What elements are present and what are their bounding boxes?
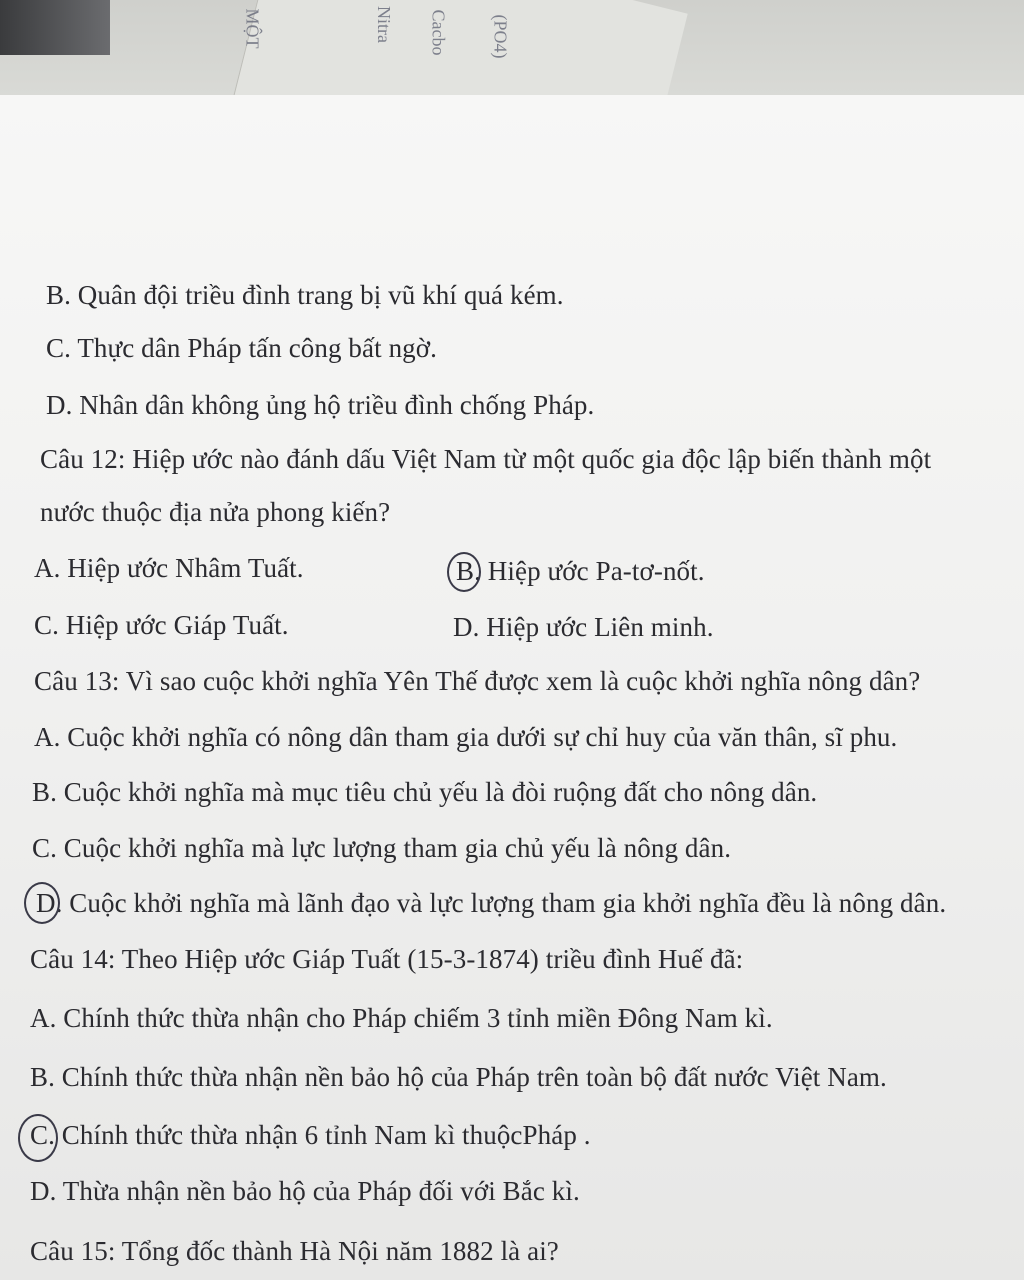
answer-option-12c: C. Hiệp ước Giáp Tuất. <box>34 610 289 640</box>
answer-option-11c: C. Thực dân Pháp tấn công bất ngờ. <box>46 333 437 363</box>
answer-option-14c: C. Chính thức thừa nhận 6 tỉnh Nam kì thuộcPháp . <box>30 1120 591 1150</box>
circled-answer-13d <box>24 882 60 924</box>
answer-option-14d: D. Thừa nhận nền bảo hộ của Pháp đối với Bắc kì. <box>30 1176 580 1206</box>
question-12: Câu 12: Hiệp ước nào đánh dấu Việt Nam từ một quốc gia độc lập biến thành một <box>40 444 932 474</box>
answer-option-12a: A. Hiệp ước Nhâm Tuất. <box>34 553 304 583</box>
question-12-continued: nước thuộc địa nửa phong kiến? <box>40 497 391 527</box>
answer-option-13a: A. Cuộc khởi nghĩa có nông dân tham gia dưới sự chỉ huy của văn thân, sĩ phu. <box>34 722 898 752</box>
question-13: Câu 13: Vì sao cuộc khởi nghĩa Yên Thế được xem là cuộc khởi nghĩa nông dân? <box>34 666 921 696</box>
question-14: Câu 14: Theo Hiệp ước Giáp Tuất (15-3-1874) triều đình Huế đã: <box>30 944 744 974</box>
answer-option-13d: D. Cuộc khởi nghĩa mà lãnh đạo và lực lượng tham gia khởi nghĩa đều là nông dân. <box>36 888 947 918</box>
scribble-text: Cacbo <box>428 9 449 56</box>
scribble-text: MỘT <box>242 8 263 49</box>
circled-answer-12b <box>447 552 481 592</box>
answer-option-12d: D. Hiệp ước Liên minh. <box>453 612 714 642</box>
answer-option-11b: B. Quân đội triều đình trang bị vũ khí quá kém. <box>46 280 564 310</box>
question-15: Câu 15: Tổng đốc thành Hà Nội năm 1882 là ai? <box>30 1236 559 1266</box>
answer-option-13c: C. Cuộc khởi nghĩa mà lực lượng tham gia chủ yếu là nông dân. <box>32 833 732 863</box>
circled-answer-14c <box>18 1114 58 1162</box>
answer-option-14a: A. Chính thức thừa nhận cho Pháp chiếm 3 tỉnh miền Đông Nam kì. <box>30 1003 773 1033</box>
scribble-text: (PO4) <box>490 14 511 59</box>
answer-option-12b: B. Hiệp ước Pa-tơ-nốt. <box>456 556 705 586</box>
answer-option-13b: B. Cuộc khởi nghĩa mà mục tiêu chủ yếu là đòi ruộng đất cho nông dân. <box>32 777 818 807</box>
answer-option-14b: B. Chính thức thừa nhận nền bảo hộ của Pháp trên toàn bộ đất nước Việt Nam. <box>30 1062 887 1092</box>
scribble-text: Nitra <box>373 6 394 43</box>
answer-option-11d: D. Nhân dân không ủng hộ triều đình chống Pháp. <box>46 390 595 420</box>
calculator-corner <box>0 0 110 55</box>
